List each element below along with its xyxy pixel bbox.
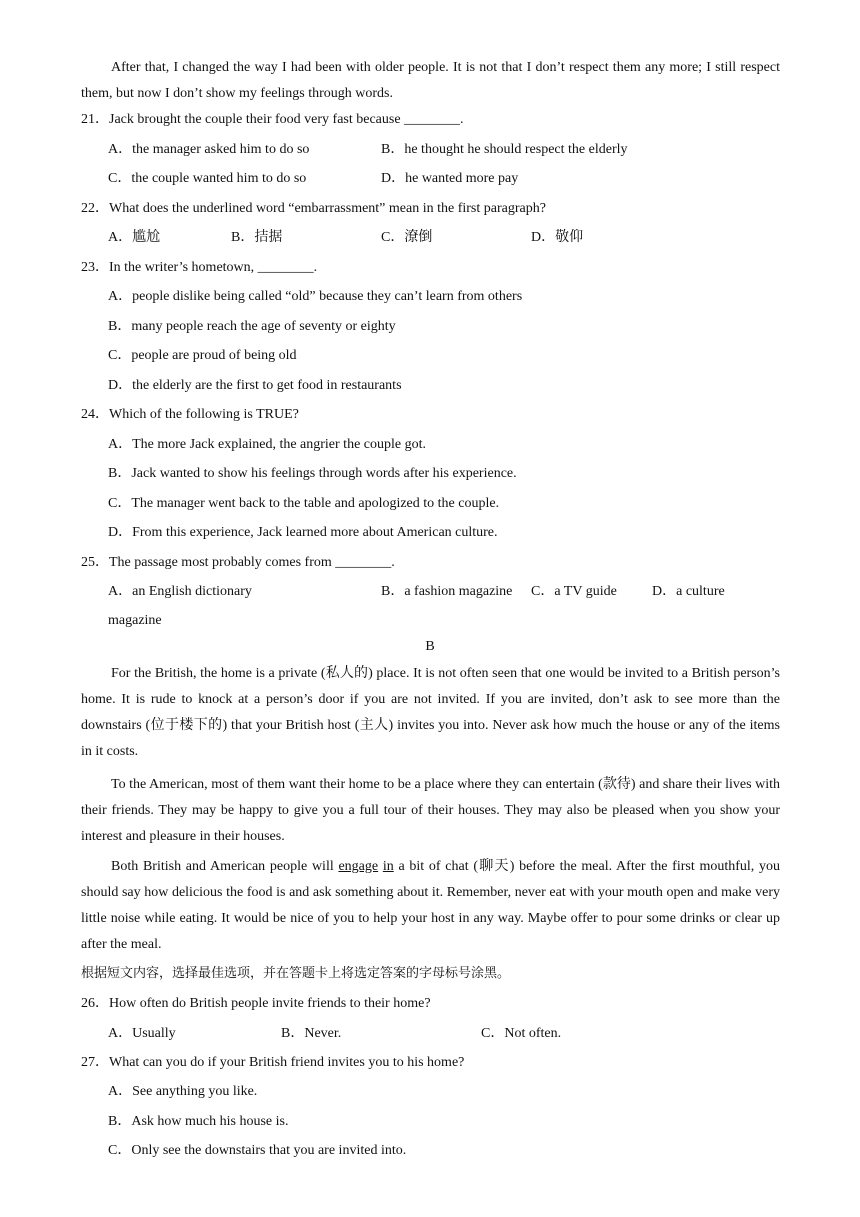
q25-stem: 25．The passage most probably comes from ________. — [81, 555, 395, 570]
q26-option-a: A．Usually — [108, 1026, 176, 1041]
q22-option-c: C．潦倒 — [381, 230, 433, 245]
q22-option-d: D．敬仰 — [531, 230, 584, 245]
q21-stem: 21．Jack brought the couple their food very fast because ________. — [81, 112, 464, 127]
passage-b-paragraph-2: To the American, most of them want their home to be a place where they can entertain (款待) and share their lives with their friends. They may be happy to give you a full tour of their houses. They may also be pleased when you show your interest and pleasure in their houses. — [81, 777, 780, 844]
q25-option-d: D．a culture — [652, 584, 725, 599]
q24-option-d: D．From this experience, Jack learned more about American culture. — [108, 525, 498, 540]
q25-option-a: A．an English dictionary — [108, 584, 252, 599]
q25-option-d-continued: magazine — [108, 613, 162, 628]
q26-stem: 26．How often do British people invite friends to their home? — [81, 996, 431, 1011]
q23-option-b: B．many people reach the age of seventy or eighty — [108, 319, 396, 334]
q21-option-d: D．he wanted more pay — [381, 171, 519, 186]
q24-option-c: C．The manager went back to the table and apologized to the couple. — [108, 496, 500, 511]
q22-option-a: A．尴尬 — [108, 230, 161, 245]
q23-option-a: A．people dislike being called “old” because they can’t learn from others — [108, 289, 523, 304]
passage-a-closing-paragraph: After that, I changed the way I had been with older people. It is not that I don’t respect them any more; I still respect them, but now I don’t show my feelings through words. — [81, 60, 780, 101]
q27-option-c: C．Only see the downstairs that you are invited into. — [108, 1143, 407, 1158]
q23-option-c: C．people are proud of being old — [108, 348, 297, 363]
q23-option-d: D．the elderly are the first to get food in restaurants — [108, 378, 402, 393]
underlined-word-engage: engage — [338, 859, 379, 874]
q26-option-c: C．Not often. — [481, 1026, 562, 1041]
passage-b-paragraph-3: Both British and American people will engage in a bit of chat (聊天) before the meal. After the first mouthful, you should say how delicious the food is and ask something about it. Remember, never eat with your mouth open and make very little noise while eating. It would be nice of you to help your host in any way. Maybe offer to pour some drinks or clear up after the meal. — [81, 859, 780, 952]
q21-option-b: B．he thought he should respect the elderly — [381, 142, 628, 157]
q25-option-b: B．a fashion magazine — [381, 584, 513, 599]
q27-option-b: B．Ask how much his house is. — [108, 1114, 289, 1129]
q25-option-c: C．a TV guide — [531, 584, 617, 599]
q24-option-a: A．The more Jack explained, the angrier the couple got. — [108, 437, 426, 452]
q22-option-b: B．拮据 — [231, 230, 283, 245]
q23-stem: 23．In the writer’s hometown, ________. — [81, 260, 318, 275]
passage-b-paragraph-1: For the British, the home is a private (私人的) place. It is not often seen that one would be invited to a British person’s home. It is rude to knock at a person’s door if you are not invited. If you are invited, don’t ask to see more than the downstairs (位于楼下的) that your British host (主人) invites you into. Never ask how much the house or any of the items in it costs. — [81, 666, 780, 759]
q26-option-b: B．Never. — [281, 1026, 342, 1041]
q21-option-c: C．the couple wanted him to do so — [108, 171, 307, 186]
q27-option-a: A．See anything you like. — [108, 1084, 258, 1099]
q27-stem: 27．What can you do if your British friend invites you to his home? — [81, 1055, 465, 1070]
underlined-word-in: in — [382, 859, 394, 874]
q24-stem: 24．Which of the following is TRUE? — [81, 407, 299, 422]
q24-option-b: B．Jack wanted to show his feelings through words after his experience. — [108, 466, 517, 481]
section-b-heading: B — [425, 639, 435, 654]
q21-option-a: A．the manager asked him to do so — [108, 142, 310, 157]
q22-stem: 22．What does the underlined word “embarrassment” mean in the first paragraph? — [81, 201, 546, 216]
answer-instruction: 根据短文内容，选择最佳选项，并在答题卡上将选定答案的字母标号涂黑。 — [81, 966, 511, 981]
